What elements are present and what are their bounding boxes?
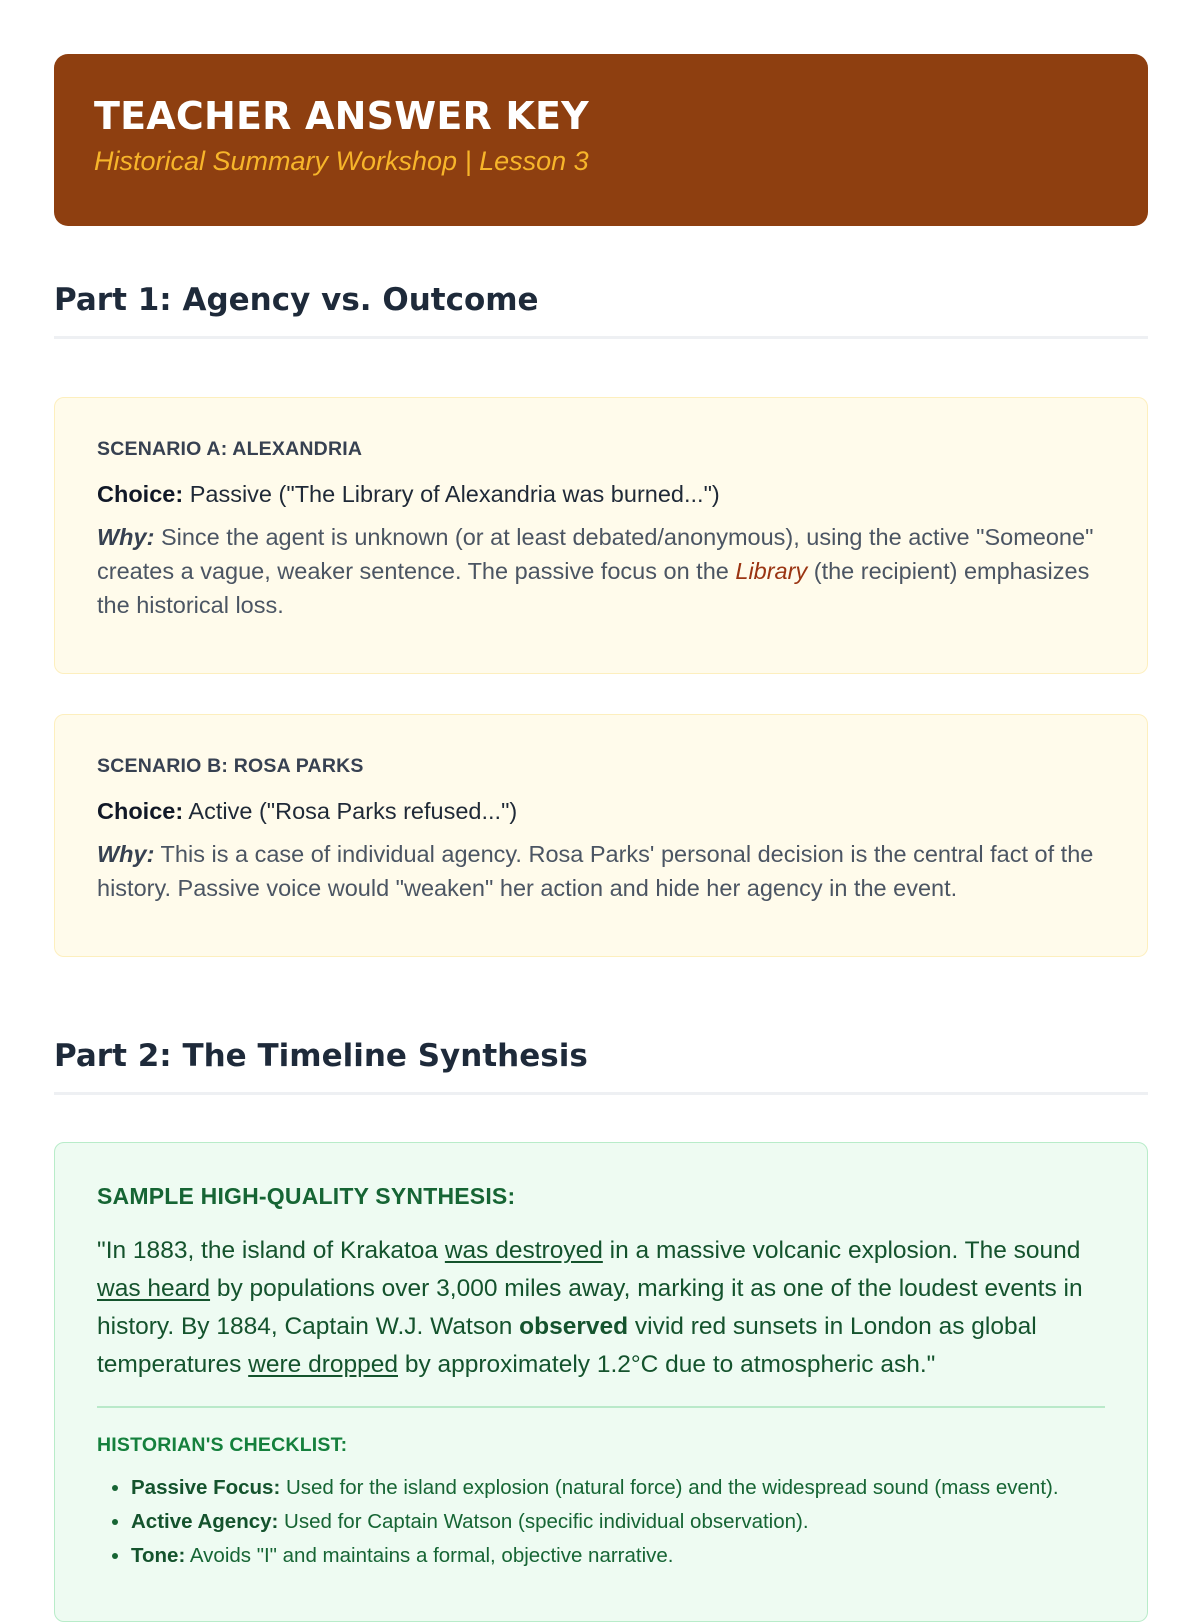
part2-heading: Part 2: The Timeline Synthesis	[54, 1038, 1148, 1095]
checklist-text: Used for Captain Watson (specific individual observation).	[284, 1510, 809, 1533]
choice-text: Passive ("The Library of Alexandria was burned...")	[189, 481, 720, 507]
checklist-item	[131, 1471, 1105, 1505]
scenario-a-label: SCENARIO A: ALEXANDRIA	[97, 438, 363, 460]
checklist-term: Tone:	[131, 1544, 186, 1567]
passive-verb-underlined: was destroyed	[444, 1237, 603, 1264]
scenario-a-choice	[97, 481, 1105, 508]
checklist-label: HISTORIAN'S CHECKLIST:	[97, 1434, 348, 1456]
part1-heading: Part 1: Agency vs. Outcome	[54, 282, 1148, 339]
checklist-item	[131, 1505, 1105, 1539]
sample-synthesis-label: SAMPLE HIGH-QUALITY SYNTHESIS:	[97, 1183, 516, 1209]
historian-checklist	[97, 1471, 1105, 1573]
checklist-term: Active Agency:	[131, 1510, 279, 1533]
checklist-text: Avoids "I" and maintains a formal, objective narrative.	[189, 1544, 674, 1567]
why-text-cont: (the recipient) emphasizes the historical loss.	[97, 558, 1090, 618]
synthesis-text: by populations over 3,000 miles away, marking it as one of the loudest events in history. By 1884, Captain W.J. Watson	[97, 1275, 1083, 1340]
choice-label: Choice:	[97, 481, 184, 507]
page-title: TEACHER ANSWER KEY	[94, 94, 589, 138]
page-subtitle: Historical Summary Workshop | Lesson 3	[94, 145, 589, 176]
why-text: This is a case of individual agency. Rosa Parks' personal decision is the central fact of the history. Passive voice would "weaken" her action and hide her agency in the event.	[97, 841, 1094, 901]
header-banner	[54, 54, 1148, 226]
synthesis-card	[54, 1142, 1148, 1622]
divider	[97, 1406, 1105, 1408]
scenario-b-label: SCENARIO B: ROSA PARKS	[97, 755, 364, 777]
scenario-a-why	[97, 520, 1105, 622]
checklist-text: Used for the island explosion (natural force) and the widespread sound (mass event).	[285, 1476, 1059, 1499]
why-text: Since the agent is unknown (or at least debated/anonymous), using the active "Someone" creates a vague, weaker sentence. The passive focus on the	[97, 524, 1094, 584]
synthesis-text: in a massive volcanic explosion. The sound	[609, 1237, 1081, 1264]
choice-text: Active ("Rosa Parks refused...")	[188, 798, 518, 824]
passive-verb-underlined: was heard	[97, 1275, 211, 1302]
checklist-item	[131, 1539, 1105, 1573]
choice-label: Choice:	[97, 798, 184, 824]
scenario-b-card	[54, 714, 1148, 957]
synthesis-paragraph	[97, 1232, 1105, 1384]
synthesis-text: "In 1883, the island of Krakatoa	[97, 1237, 439, 1264]
why-emphasis: Library	[735, 558, 808, 584]
passive-verb-underlined: were dropped	[248, 1351, 398, 1378]
why-label: Why:	[97, 524, 155, 550]
scenario-b-why	[97, 837, 1105, 905]
active-verb-bold: observed	[519, 1313, 629, 1340]
checklist-term: Passive Focus:	[131, 1476, 281, 1499]
scenario-a-card	[54, 397, 1148, 674]
why-label: Why:	[97, 841, 155, 867]
synthesis-text: vivid red sunsets in London as global temperatures	[97, 1313, 1037, 1378]
synthesis-text: by approximately 1.2°C due to atmospheric ash."	[404, 1351, 936, 1378]
scenario-b-choice	[97, 798, 1105, 825]
